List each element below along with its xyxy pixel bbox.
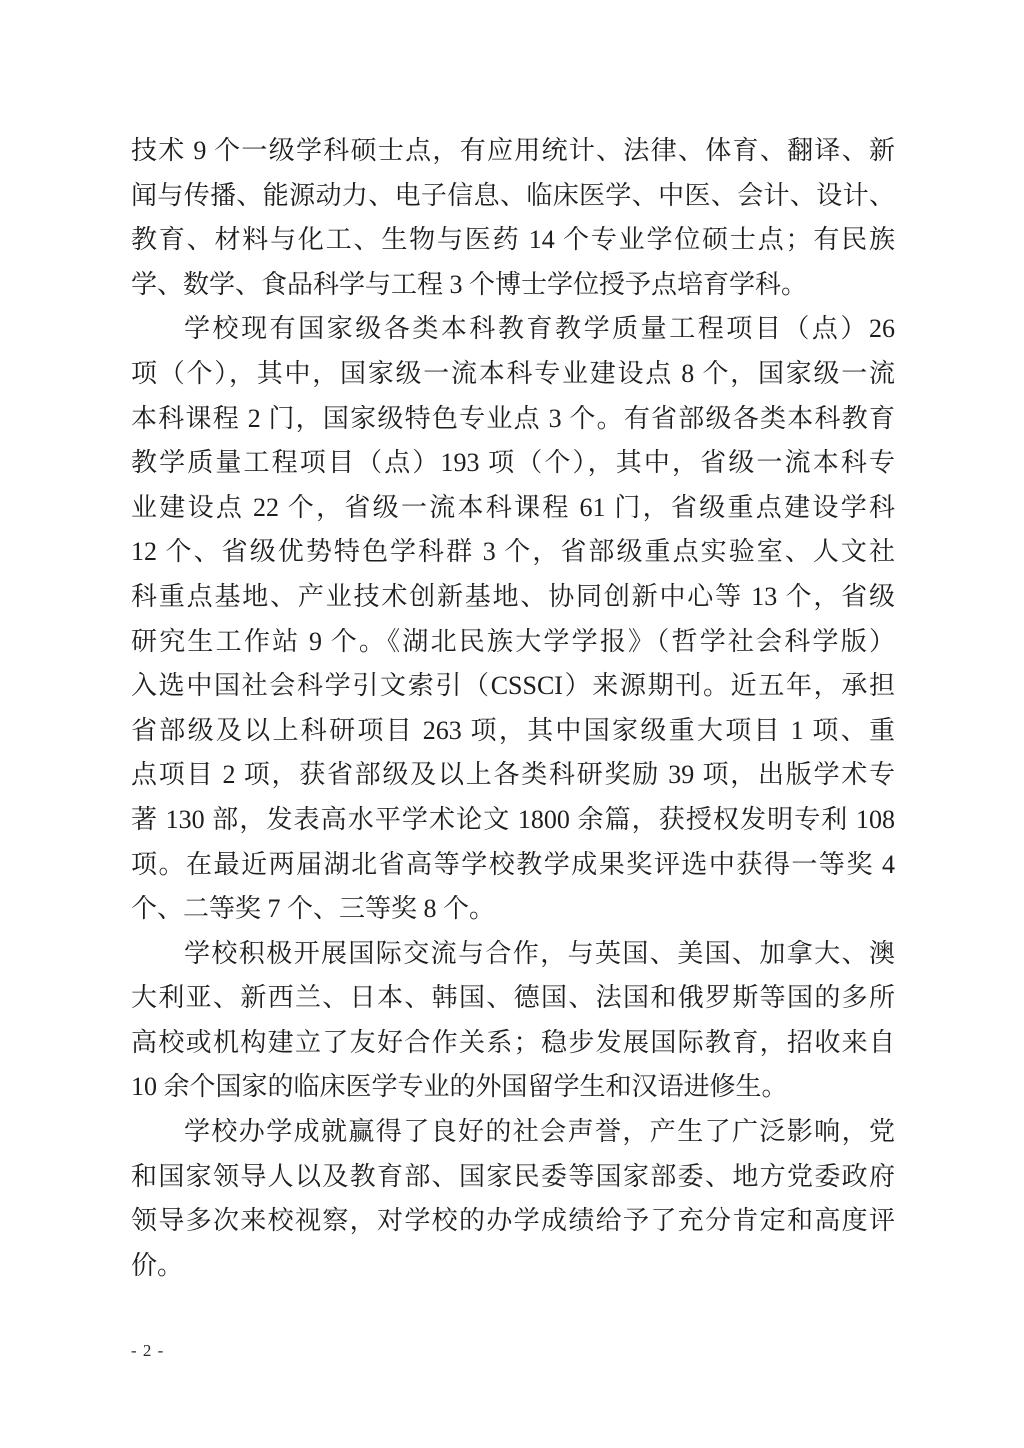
text-line: 学校办学成就赢得了良好的社会声誉，产生了广泛影响，党 <box>184 1117 895 1147</box>
text-line: 领导多次来校视察，对学校的办学成绩给予了充分肯定和高度评 <box>131 1206 895 1236</box>
text-line: 学校积极开展国际交流与合作，与英国、美国、加拿大、澳 <box>184 938 895 968</box>
page-number: - 2 - <box>131 1341 165 1360</box>
text-line: 项（个），其中，国家级一流本科专业建设点 8 个，国家级一流 <box>131 358 895 388</box>
paragraph <box>131 1110 895 1288</box>
text-line: 学、数学、食品科学与工程 3 个博士学位授予点培育学科。 <box>131 269 808 299</box>
text-line: 技术 9 个一级学科硕士点，有应用统计、法律、体育、翻译、新 <box>131 136 895 165</box>
paragraph <box>131 129 895 307</box>
text-line: 项。在最近两届湖北省高等学校教学成果奖评选中获得一等奖 4 <box>131 849 895 879</box>
text-line: 12 个、省级优势特色学科群 3 个，省部级重点实验室、人文社 <box>131 537 895 567</box>
text-line: 科重点基地、产业技术创新基地、协同创新中心等 13 个，省级 <box>131 581 895 611</box>
text-line: 著 130 部，发表高水平学术论文 1800 余篇，获授权发明专利 108 <box>131 804 895 834</box>
text-line: 教学质量工程项目（点）193 项（个），其中，省级一流本科专 <box>131 448 895 478</box>
text-line: 10 余个国家的临床医学专业的外国留学生和汉语进修生。 <box>131 1072 788 1102</box>
text-line: 闻与传播、能源动力、电子信息、临床医学、中医、会计、设计、 <box>131 180 895 210</box>
text-line: 点项目 2 项，获省部级及以上各类科研奖励 39 项，出版学术专 <box>131 760 895 790</box>
text-line: 个、二等奖 7 个、三等奖 8 个。 <box>131 894 496 924</box>
text-line: 大利亚、新西兰、日本、韩国、德国、法国和俄罗斯等国的多所 <box>131 983 895 1013</box>
text-line: 教育、材料与化工、生物与医药 14 个专业学位硕士点；有民族 <box>131 225 895 255</box>
text-line: 业建设点 22 个，省级一流本科课程 61 门，省级重点建设学科 <box>131 492 895 522</box>
text-line: 研究生工作站 9 个。《湖北民族大学学报》（哲学社会科学版） <box>131 626 895 656</box>
text-line: 价。 <box>131 1250 184 1280</box>
text-line: 入选中国社会科学引文索引（CSSCI）来源期刊。近五年，承担 <box>131 671 895 701</box>
paragraph <box>131 932 895 1110</box>
text-line: 省部级及以上科研项目 263 项，其中国家级重大项目 1 项、重 <box>131 715 895 745</box>
text-line: 本科课程 2 门，国家级特色专业点 3 个。有省部级各类本科教育 <box>131 403 895 433</box>
text-line: 学校现有国家级各类本科教育教学质量工程项目（点）26 <box>184 314 895 344</box>
document-text-block <box>131 129 895 1288</box>
paragraph <box>131 307 895 931</box>
text-line: 和国家领导人以及教育部、国家民委等国家部委、地方党委政府 <box>131 1161 895 1191</box>
text-line: 高校或机构建立了友好合作关系；稳步发展国际教育，招收来自 <box>131 1027 895 1057</box>
